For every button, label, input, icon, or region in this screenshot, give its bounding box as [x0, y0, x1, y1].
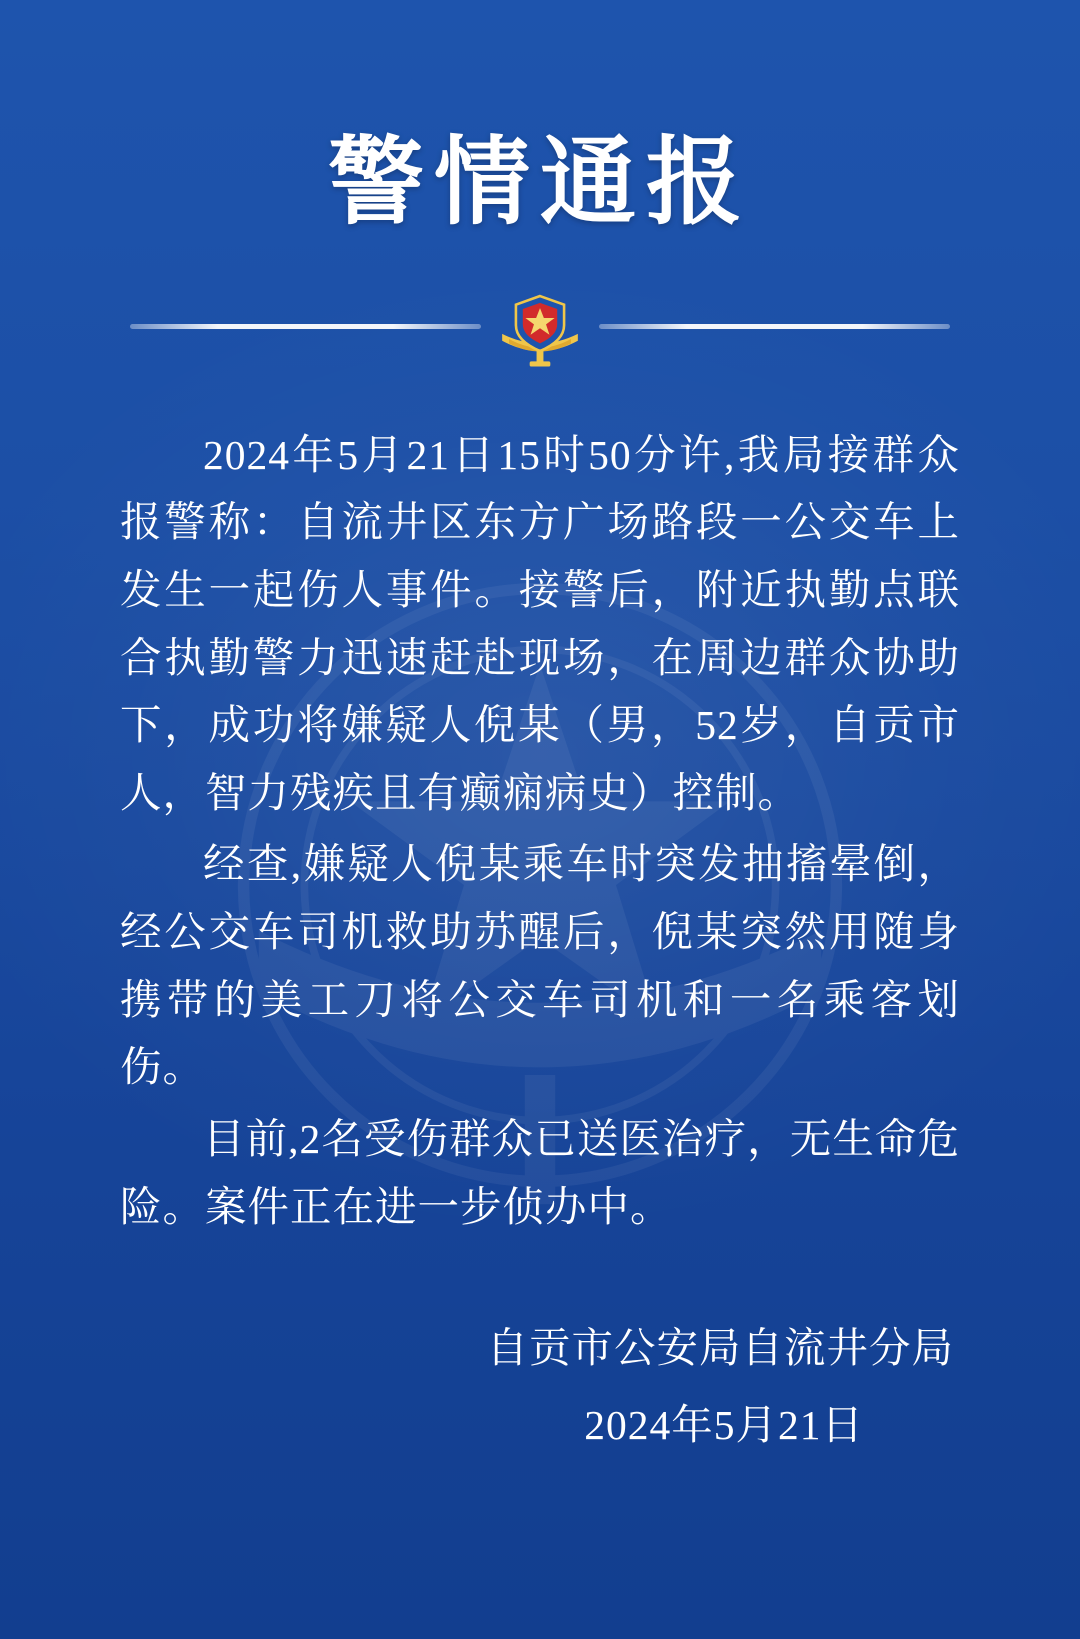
police-emblem-icon: [497, 284, 583, 370]
page-title: 警情通报: [328, 129, 752, 236]
divider-rule-right: [599, 324, 950, 329]
divider-rule-left: [130, 324, 481, 329]
notice-paragraph-2: 经查,嫌疑人倪某乘车时突发抽搐晕倒，经公交车司机救助苏醒后，倪某突然用随身携带的美工刀将公交车司机和一名乘客划伤。: [120, 841, 960, 1091]
issuing-organization: 自贡市公安局自流井分局: [486, 1325, 954, 1372]
notice-paragraph-3: 目前,2名受伤群众已送医治疗，无生命危险。案件正在进一步侦办中。: [120, 1116, 960, 1230]
signature-block: [120, 1315, 960, 1458]
title-divider: [130, 292, 950, 362]
notice-paragraph-1: 2024年5月21日15时50分许,我局接群众报警称：自流井区东方广场路段一公交车上发生一起伤人事件。接警后，附近执勤点联合执勤警力迅速赶赴现场，在周边群众协助下，成功将嫌疑人倪某（男，52岁，自贡市人，智力残疾且有癫痫病史）控制。: [120, 431, 960, 816]
issue-date: 2024年5月21日: [584, 1401, 864, 1448]
notice-body: [120, 422, 960, 1242]
